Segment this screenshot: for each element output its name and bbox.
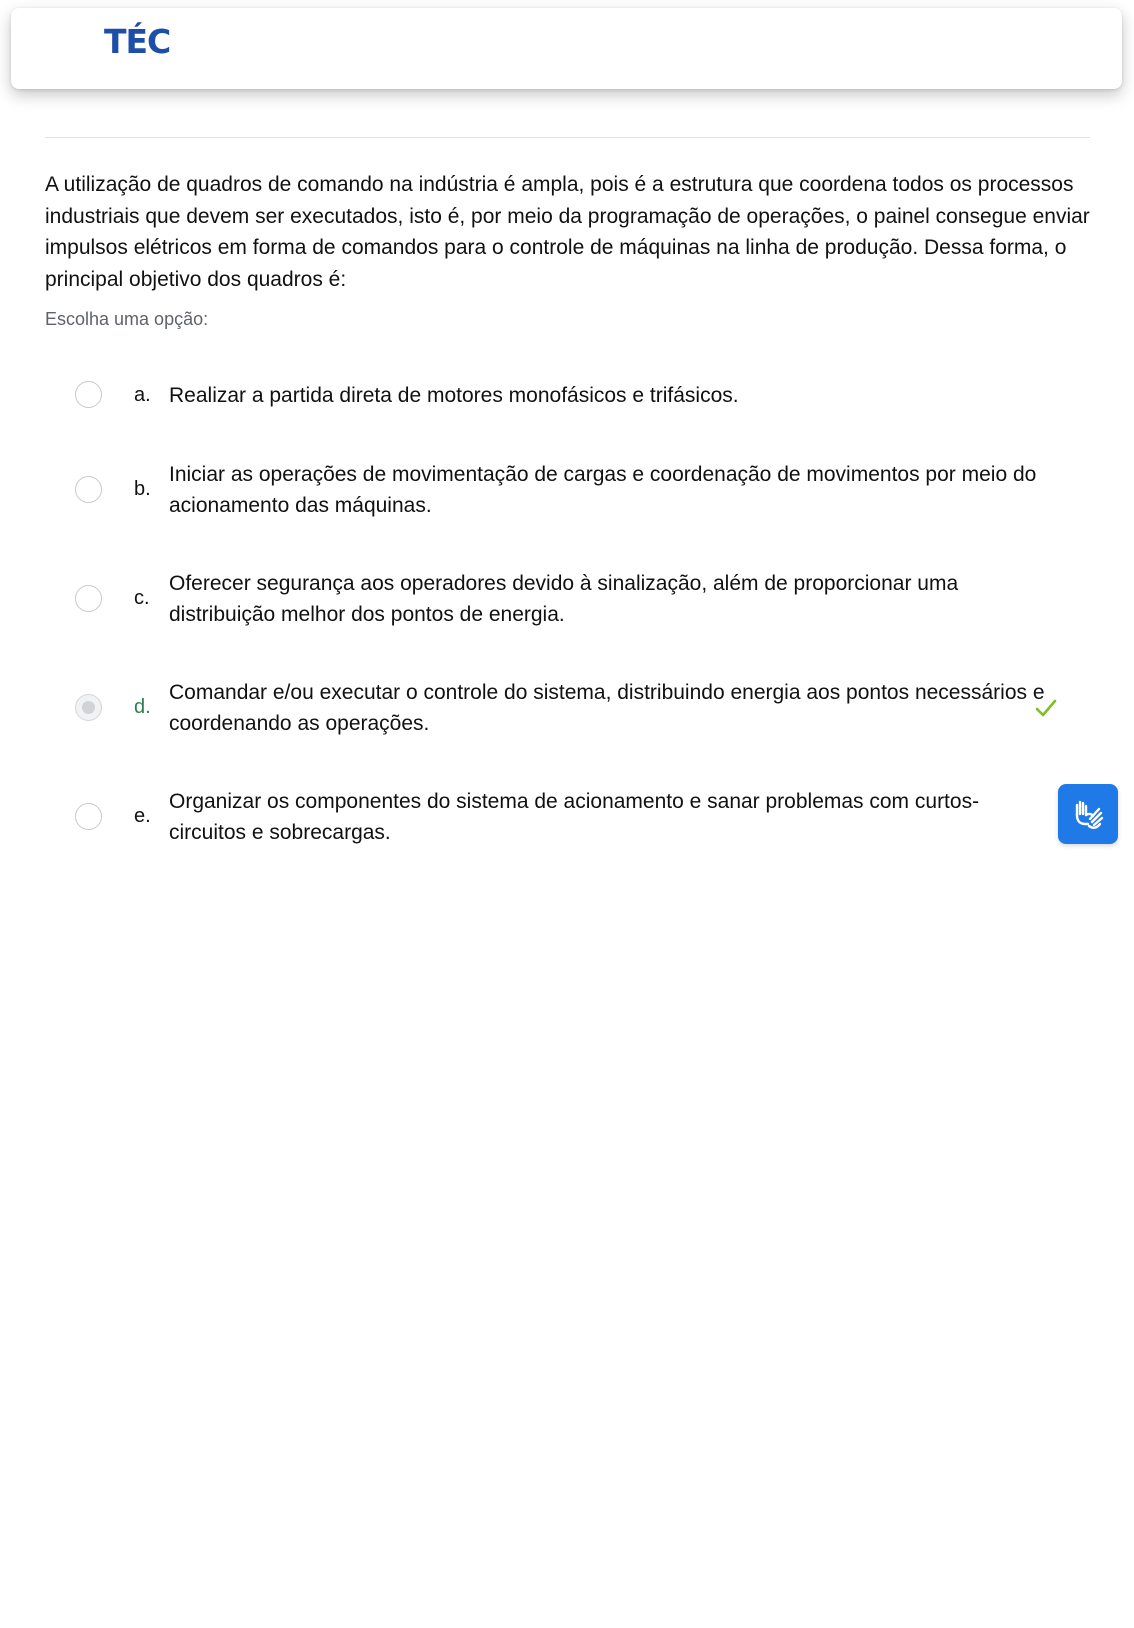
radio-option-a[interactable] — [75, 381, 102, 408]
option-text: Oferecer segurança aos operadores devido à sinalização, além de proporcionar uma distribuição melhor dos pontos de energia. — [169, 572, 959, 626]
radio-option-e[interactable] — [75, 803, 102, 830]
check-icon — [1034, 696, 1058, 720]
option-letter: e. — [134, 805, 151, 827]
radio-option-b[interactable] — [75, 476, 102, 503]
radio-option-c[interactable] — [75, 585, 102, 612]
option-text: Organizar os componentes do sistema de acionamento e sanar problemas com curtos-circuitos e sobrecargas. — [169, 790, 980, 844]
sign-language-hands-icon — [1069, 795, 1107, 833]
brand-logo[interactable] — [104, 22, 176, 62]
option-letter: c. — [134, 587, 150, 609]
question-text: A utilização de quadros de comando na indústria é ampla, pois é a estrutura que coordena todos os processos industriais que devem ser executados, isto é, por meio da programação de operações, o painel consegue enviar impulsos elétricos em forma de comandos para o controle de máquinas na linha de produção. Dessa forma, o principal objetivo dos quadros é: — [45, 173, 1090, 291]
option-b[interactable] — [45, 457, 1085, 523]
sign-language-accessibility-button[interactable] — [1058, 784, 1118, 844]
option-d[interactable] — [45, 675, 1085, 741]
answer-prompt: Escolha uma opção: — [45, 309, 209, 329]
option-text: Comandar e/ou executar o controle do sistema, distribuindo energia aos pontos necessários e coordenando as operações. — [169, 681, 1045, 735]
radio-option-d[interactable] — [75, 694, 102, 721]
option-letter: a. — [134, 384, 151, 406]
option-text: Iniciar as operações de movimentação de cargas e coordenação de movimentos por meio do acionamento das máquinas. — [169, 463, 1037, 517]
option-c[interactable] — [45, 566, 1085, 632]
option-letter: b. — [134, 478, 151, 500]
option-e[interactable] — [45, 784, 1085, 850]
section-divider — [45, 137, 1090, 138]
option-a[interactable] — [45, 375, 1085, 415]
top-header — [11, 8, 1122, 89]
option-letter: d. — [134, 696, 151, 718]
logo-text: TÉC — [104, 22, 171, 61]
option-text: Realizar a partida direta de motores monofásicos e trifásicos. — [169, 384, 739, 407]
